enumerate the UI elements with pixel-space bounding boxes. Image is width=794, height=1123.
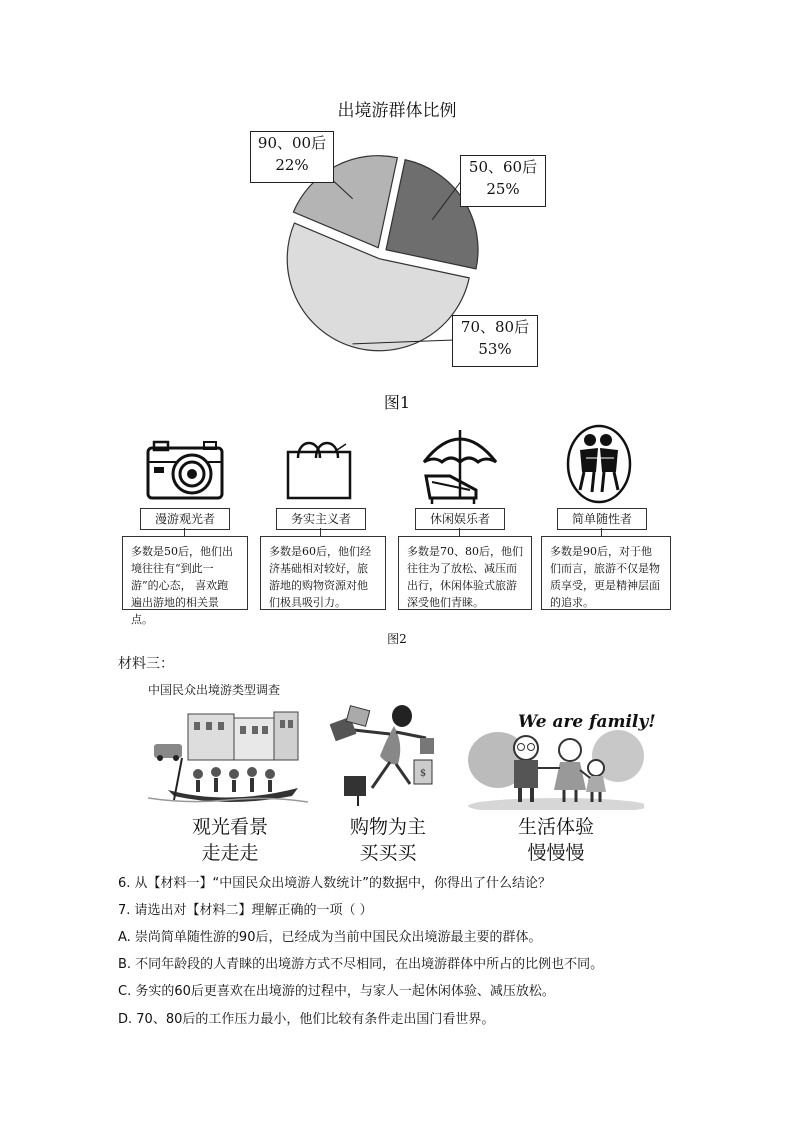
pie-label-70-80: [452, 315, 538, 367]
panel-caption-sightseeing-line1: 观光看景: [191, 816, 268, 838]
question-7: 7. 请选出对【材料二】理解正确的一项（ ）: [118, 903, 373, 918]
pie-label-70-80-category: 70、80后: [460, 318, 530, 336]
pie-label-90-00-category: 90、00后: [257, 134, 327, 152]
shopping-illustration: [330, 704, 440, 808]
panel-caption-sightseeing-line2: 走走走: [201, 842, 259, 864]
type-desc-leisure: 多数是70、80后，他们往往为了放松、减压而出行，休闲体验式旅游深受他们青睐。: [398, 536, 532, 610]
people-icon: [566, 424, 632, 504]
pie-label-50-60-category: 50、60后: [468, 158, 538, 176]
pie-label-70-80-value: 53%: [478, 340, 512, 358]
material3-heading: 材料三：: [118, 656, 174, 672]
panel-caption-life-line2: 慢慢慢: [527, 842, 585, 864]
panel-caption-sightseeing: [168, 814, 292, 866]
option-a: A. 崇尚简单随性游的90后，已经成为当前中国民众出境游最主要的群体。: [118, 930, 542, 945]
type-label-leisure: 休闲娱乐者: [415, 508, 505, 530]
panel-caption-shopping-line2: 买买买: [359, 842, 417, 864]
camera-icon: [146, 440, 224, 500]
material3-subtitle: 中国民众出境游类型调查: [148, 683, 281, 697]
family-text: We are family!: [518, 712, 656, 732]
pie-label-90-00-value: 22%: [275, 156, 309, 174]
option-b: B. 不同年龄段的人青睐的出境游方式不尽相同，在出境游群体中所占的比例也不同。: [118, 957, 604, 972]
panel-caption-life-line1: 生活体验: [517, 816, 594, 838]
type-desc-sightseer: 多数是50后，他们出境往往有“到此一游”的心态， 喜欢跑遍出游地的相关景点。: [122, 536, 248, 610]
type-desc-pragmatist: 多数是60后，他们经济基础相对较好，旅游地的购物资源对他们极具吸引力。: [260, 536, 386, 610]
type-desc-casual: 多数是90后，对于他们而言，旅游不仅是物质享受，更是精神层面的追求。: [541, 536, 671, 610]
figure2-caption: 图2: [387, 632, 407, 646]
beach-umbrella-icon: [420, 424, 500, 506]
type-label-casual: 简单随性者: [557, 508, 647, 530]
panel-caption-shopping-line1: 购物为主: [349, 816, 426, 838]
question-6: 6. 从【材料一】“中国民众出境游人数统计”的数据中，你得出了什么结论？: [118, 876, 552, 891]
panel-caption-life: [494, 814, 618, 866]
chart-title: 出境游群体比例: [337, 101, 457, 121]
figure1-caption: 图1: [383, 393, 411, 412]
panel-caption-shopping: [326, 814, 450, 866]
type-label-pragmatist: 务实主义者: [276, 508, 366, 530]
option-d: D. 70、80后的工作压力最小，他们比较有条件走出国门看世界。: [118, 1012, 495, 1027]
svg-text:$: $: [419, 768, 427, 779]
pie-label-50-60-value: 25%: [486, 180, 520, 198]
pie-label-90-00: [250, 131, 334, 183]
option-c: C. 务实的60后更喜欢在出境游的过程中，与家人一起休闲体验、减压放松。: [118, 984, 555, 999]
shopping-bag-icon: [284, 436, 354, 502]
sightseeing-illustration: [148, 708, 308, 808]
type-label-sightseer: 漫游观光者: [140, 508, 230, 530]
pie-label-50-60: [460, 155, 546, 207]
